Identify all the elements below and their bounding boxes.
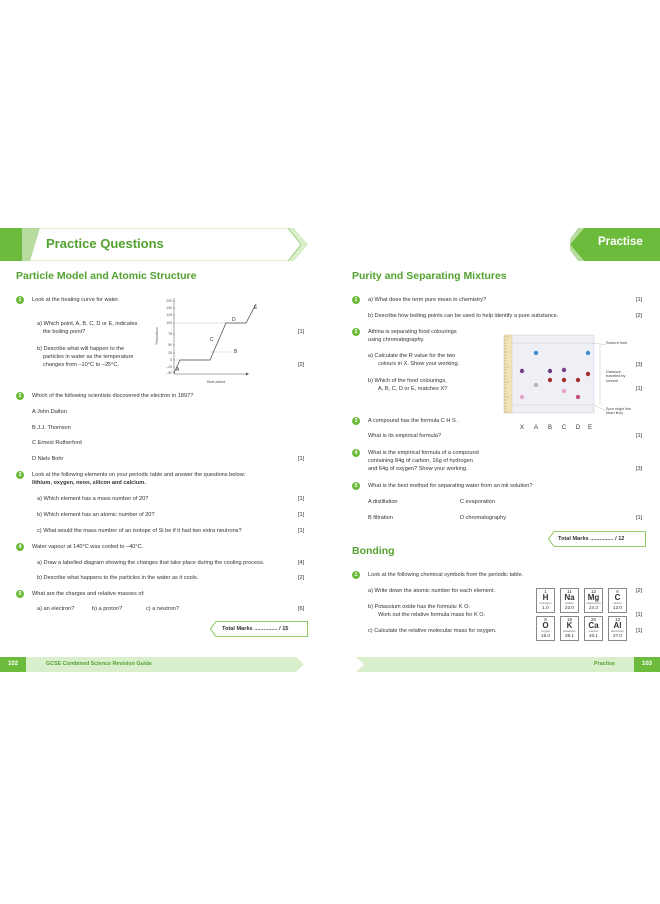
q4b-mark: [2] xyxy=(298,575,305,581)
r-q1b: b) Describe how boiling points can be used to help identify a pure substance. xyxy=(368,313,559,319)
element-m: 1.0 xyxy=(542,605,549,610)
point-D: D xyxy=(232,317,236,323)
bonding-q1-stem: Look at the following chemical symbols from the periodic table. xyxy=(368,572,524,578)
q3-stem-line2: lithium, oxygen, neon, silicon and calcium. xyxy=(32,480,146,486)
q2-mark: [1] xyxy=(298,456,305,462)
element-name: potassium xyxy=(563,629,576,633)
q3-stem-line1: Look at the following elements on your periodic table and answer the questions below: xyxy=(32,472,246,478)
y-tick-label: 0 xyxy=(170,358,172,363)
spot-A-2 xyxy=(534,383,538,387)
total-marks-right: Total Marks ............... / 12 xyxy=(558,536,625,542)
q5-stem: What are the charges and relative masses of: xyxy=(32,591,145,597)
element-m: 12.0 xyxy=(613,605,622,610)
question-number-5: 5 xyxy=(16,590,24,598)
q1b-mark: [2] xyxy=(298,362,305,368)
r-q5-option-b: B filtration xyxy=(368,515,393,521)
element-s: Ca xyxy=(588,621,599,630)
element-n: 1 xyxy=(544,589,547,594)
spot-E-2 xyxy=(586,372,590,376)
r-q2a-mark: [3] xyxy=(636,362,643,368)
element-n: 12 xyxy=(590,589,597,594)
r-question-number-3: 3 xyxy=(352,417,360,425)
r-q3-mark: [1] xyxy=(636,433,643,439)
spot-X-2 xyxy=(520,395,524,399)
r-q2-stem-line1: Athina is separating food colourings xyxy=(368,329,457,335)
q1a-line2: the boiling point? xyxy=(43,329,86,335)
element-cell-oxygen xyxy=(536,616,555,641)
element-cell-hydrogen xyxy=(536,588,555,613)
spot-B-1 xyxy=(548,369,552,373)
r-q2-stem-line2: using chromatography. xyxy=(368,337,425,343)
heating-curve-line xyxy=(174,304,256,373)
q5b: b) a proton? xyxy=(92,606,123,612)
r-q1a: a) What does the term pure mean in chemistry? xyxy=(368,297,487,303)
r-question-number-2: 2 xyxy=(352,328,360,336)
y-tick-label: 125 xyxy=(166,313,172,318)
q1b-line2: particles in water as the temperature xyxy=(43,354,134,360)
section-title-purity: Purity and Separating Mixtures xyxy=(352,270,507,282)
element-m: 24.3 xyxy=(589,605,598,610)
lane-label-X: X xyxy=(519,425,525,431)
y-tick-label: 50 xyxy=(168,343,172,348)
element-name: oxygen xyxy=(540,629,551,633)
element-cell-sodium xyxy=(560,588,579,613)
heating-curve-graph xyxy=(154,296,266,388)
q3a: a) Which element has a mass number of 20? xyxy=(37,496,149,502)
section-title-particle-model: Particle Model and Atomic Structure xyxy=(16,270,197,282)
y-tick-label: 200 xyxy=(166,299,172,304)
r-q2a-line2: colours in X. Show your working. xyxy=(378,361,460,367)
r-question-number-5: 5 xyxy=(352,482,360,490)
bonding-q1b-mark: [1] xyxy=(636,612,643,618)
q5-mark: [6] xyxy=(298,606,305,612)
element-n: 11 xyxy=(567,589,572,594)
point-E: E xyxy=(254,305,258,311)
r-q4-mark: [3] xyxy=(636,466,643,472)
footer-page-number-right: 103 xyxy=(641,661,652,667)
q4a-mark: [4] xyxy=(298,560,305,566)
footer-practise-label: Practise xyxy=(594,661,615,667)
bonding-q1b-line2: Work out the relative formula mass for K O. xyxy=(378,612,486,618)
label-spot-origin: Spot origin line (start line) xyxy=(606,407,632,416)
bonding-q1c: c) Calculate the relative molecular mass for oxygen. xyxy=(368,628,497,634)
question-number-2: 2 xyxy=(16,392,24,400)
r-q4-line2: containing 84g of carbon, 16g of hydrogen xyxy=(368,458,473,464)
element-m: 16.0 xyxy=(541,633,550,638)
element-name: carbon xyxy=(613,601,622,605)
r-question-number-1: 1 xyxy=(352,296,360,304)
r-q1a-mark: [1] xyxy=(636,297,643,303)
q1a-mark: [1] xyxy=(298,329,305,335)
r-q4-line1: What is the empirical formula of a compound xyxy=(368,450,479,456)
spot-B-2 xyxy=(548,378,552,382)
footer-book-title: GCSE Combined Science Revision Guide xyxy=(46,661,152,667)
y-tick-label: –50 xyxy=(166,371,172,376)
lane-label-E: E xyxy=(587,425,593,431)
element-n: 6 xyxy=(616,589,619,594)
y-tick-label: 100 xyxy=(166,321,172,326)
r-q4-line3: and 64g of oxygen? Show your working. xyxy=(368,466,468,472)
r-q5-option-c: C evaporation xyxy=(460,499,495,505)
q3c: c) What would the mass number of an isotope of Si be if it had two extra neutrons? xyxy=(37,528,242,534)
spot-C-2 xyxy=(562,378,566,382)
q1b-line3: changes from –10°C to –25°C. xyxy=(43,362,119,368)
q2-option-c: C Ernest Rutherford xyxy=(32,440,82,446)
q2-option-b: B J.J. Thomson xyxy=(32,425,71,431)
lane-label-C: C xyxy=(561,425,567,431)
page-title: Practice Questions xyxy=(46,236,164,251)
point-A: A xyxy=(176,367,180,373)
footer-page-number-left: 102 xyxy=(7,661,18,667)
r-q1b-mark: [2] xyxy=(636,313,643,319)
lane-label-A: A xyxy=(533,425,539,431)
q3c-mark: [1] xyxy=(298,528,305,534)
q2-stem: Which of the following scientists discovered the electron in 1897? xyxy=(32,393,194,399)
question-number-1: 1 xyxy=(16,296,24,304)
r-q2b-line2: A, B, C, D or E, matches X? xyxy=(378,386,448,392)
q2-option-a: A John Dalton xyxy=(32,409,67,415)
r-q3-stem: A compound has the formula C H S . xyxy=(368,418,459,424)
element-n: 20 xyxy=(590,617,597,622)
r-q2b-line1: b) Which of the food colourings, xyxy=(368,378,447,384)
r-q2b-mark: [1] xyxy=(636,386,643,392)
r-question-number-4: 4 xyxy=(352,449,360,457)
element-name: aluminium xyxy=(611,629,624,633)
element-n: 8 xyxy=(544,617,547,622)
y-tick-label: 25 xyxy=(168,351,172,356)
element-cell-carbon xyxy=(608,588,627,613)
spot-D-1 xyxy=(576,378,580,382)
element-cell-calcium xyxy=(584,616,603,641)
q1-stem: Look at the heating curve for water. xyxy=(32,297,120,303)
element-s: H xyxy=(542,593,549,602)
element-cell-potassium xyxy=(560,616,579,641)
label-solvent-front: Solvent front xyxy=(606,341,628,345)
graph-ylabel: Temperature xyxy=(155,327,159,345)
bonding-q1b-line1: b) Potassium oxide has the formula: K O. xyxy=(368,604,470,610)
element-cell-aluminium xyxy=(608,616,627,641)
element-s: Mg xyxy=(587,593,600,602)
practise-banner-title: Practise xyxy=(598,236,643,248)
element-name: calcium xyxy=(588,629,599,633)
q4-stem: Water vapour at 140°C was cooled to –40°C. xyxy=(32,544,144,550)
r-q3-sub: What is its empirical formula? xyxy=(368,433,442,439)
bonding-question-number-1: 1 xyxy=(352,571,360,579)
point-B: B xyxy=(234,349,238,355)
element-cell-magnesium xyxy=(584,588,603,613)
element-m: 39.1 xyxy=(565,633,574,638)
element-name: magnesium xyxy=(586,601,601,605)
element-s: Al xyxy=(613,621,622,630)
r-q2a-line1: a) Calculate the R value for the two xyxy=(368,353,456,359)
lane-label-B: B xyxy=(547,425,553,431)
element-s: C xyxy=(614,593,621,602)
element-name: sodium xyxy=(564,601,575,605)
spot-D-2 xyxy=(576,395,580,399)
q3a-mark: [1] xyxy=(298,496,305,502)
q1a-line1: a) Which point, A, B, C, D or E, indicates xyxy=(37,321,138,327)
r-q5-stem: What is the best method for separating water from an ink solution? xyxy=(368,483,533,489)
q3b: b) Which element has an atomic number of 20? xyxy=(37,512,155,518)
question-number-3: 3 xyxy=(16,471,24,479)
r-q5-option-d: D chromatography xyxy=(460,515,507,521)
y-tick-label: –25 xyxy=(166,365,172,370)
r-q5-option-a: A distillation xyxy=(368,499,398,505)
graph-xlabel: Heat added xyxy=(206,380,226,384)
label-distance-travelled: Distance travelled by solvent xyxy=(606,370,626,383)
y-tick-label: 150 xyxy=(166,306,172,311)
question-number-4: 4 xyxy=(16,543,24,551)
section-title-bonding: Bonding xyxy=(352,545,395,557)
bonding-q1c-mark: [1] xyxy=(636,628,643,634)
element-s: O xyxy=(542,621,549,630)
total-marks-left: Total Marks ............... / 15 xyxy=(222,626,289,632)
spot-A-1 xyxy=(534,351,538,355)
element-n: 19 xyxy=(566,617,573,622)
r-q5-mark: [1] xyxy=(636,515,643,521)
q4b: b) Describe what happens to the particles in the water as it cools. xyxy=(37,575,199,581)
q1b-line1: b) Describe what will happen to the xyxy=(37,346,125,352)
q4a: a) Draw a labelled diagram showing the changes that take place during the cooling process. xyxy=(37,560,265,566)
element-name: hydrogen xyxy=(539,601,552,605)
y-tick-label: 75 xyxy=(168,332,172,337)
bonding-q1a: a) Write down the atomic number for each element. xyxy=(368,588,496,594)
q2-option-d: D Niels Bohr xyxy=(32,456,64,462)
element-m: 27.0 xyxy=(613,633,622,638)
spot-X-1 xyxy=(520,369,524,373)
spot-C-1 xyxy=(562,368,566,372)
q3b-mark: [1] xyxy=(298,512,305,518)
bonding-q1a-mark: [2] xyxy=(636,588,643,594)
point-C: C xyxy=(210,337,214,343)
element-n: 13 xyxy=(614,617,621,622)
element-s: K xyxy=(566,621,573,630)
q5c: c) a neutron? xyxy=(146,606,179,612)
lane-label-D: D xyxy=(575,425,581,431)
spot-C-3 xyxy=(562,389,566,393)
element-m: 40.1 xyxy=(589,633,598,638)
element-s: Na xyxy=(564,593,575,602)
q5a: a) an electron? xyxy=(37,606,75,612)
element-m: 23.0 xyxy=(565,605,574,610)
spot-E-1 xyxy=(586,351,590,355)
